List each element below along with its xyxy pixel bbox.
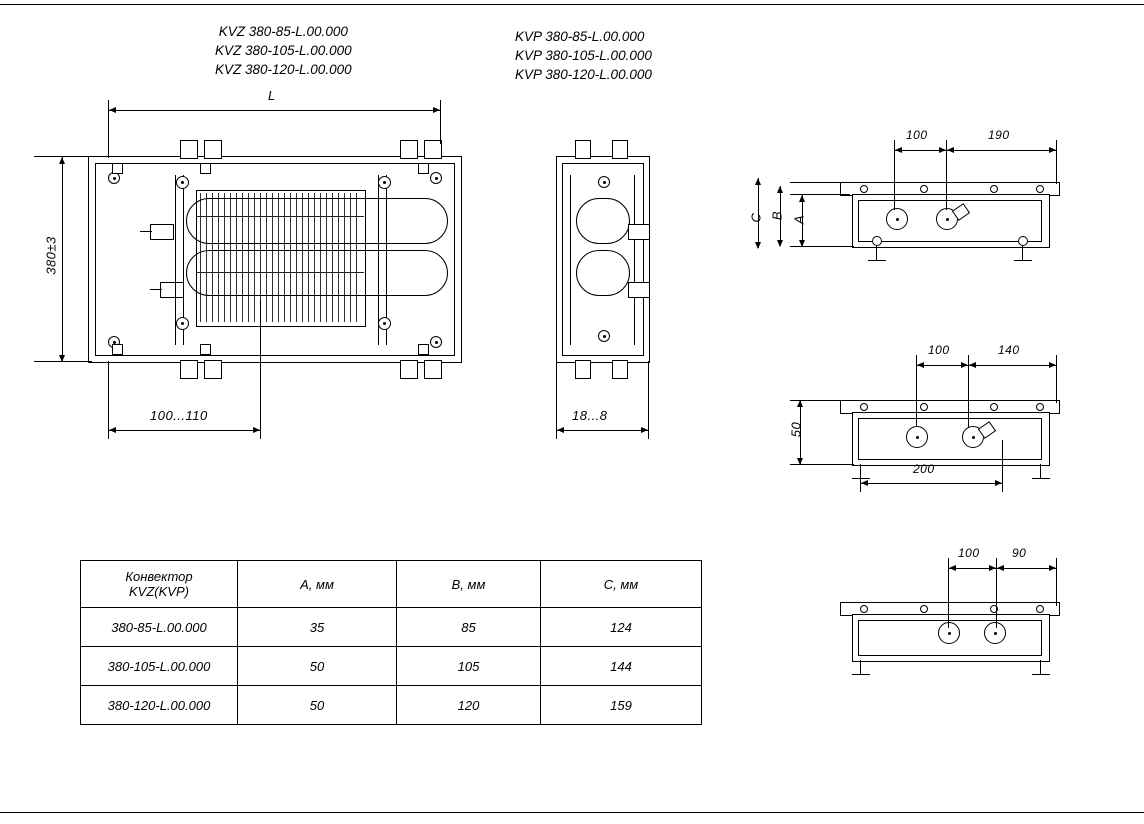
dim-label-190: 190: [988, 128, 1010, 142]
dim-label-A: A: [791, 214, 807, 225]
dim-line-100110: [108, 430, 260, 431]
valve-icon: [906, 426, 928, 448]
dim-label-B: B: [769, 210, 785, 221]
tube-center-lower: [196, 272, 364, 273]
cell-model: 380-105-L.00.000: [81, 647, 238, 686]
table-header-row: [81, 561, 702, 608]
mount-tab: [204, 140, 222, 159]
divider: [634, 175, 635, 345]
mount-tab: [575, 360, 591, 379]
screw-icon: [872, 236, 882, 246]
foot-mark: [200, 163, 211, 174]
dim-line-L: [108, 110, 440, 111]
inlet-fitting: [150, 224, 174, 240]
dim-label-380: 380±3: [43, 236, 59, 275]
dim-line-90: [996, 568, 1056, 569]
dim-line-190: [946, 150, 1056, 151]
arrow-icon: [1049, 362, 1056, 368]
ext-line: [860, 464, 861, 492]
ext-line: [1056, 558, 1057, 606]
screw-icon: [1018, 236, 1028, 246]
cell-model: 380-120-L.00.000: [81, 686, 238, 725]
title-kvz-line1: KVZ 380-85-L.00.000: [218, 24, 348, 39]
screw-icon: [1036, 185, 1044, 193]
dim-label-140: 140: [998, 343, 1020, 357]
table-row: [81, 647, 702, 686]
divider: [570, 175, 571, 345]
mount-tab: [612, 140, 628, 159]
screw-icon: [430, 336, 442, 348]
dim-label-100-s1: 100: [906, 128, 928, 142]
arrow-icon: [557, 427, 564, 433]
screw-icon: [598, 176, 610, 188]
ext-line: [1002, 440, 1003, 492]
cell-a: 50: [238, 686, 397, 725]
title-kvz-line3: KVZ 380-120-L.00.000: [215, 62, 352, 77]
cell-c: 159: [541, 686, 702, 725]
screw-icon: [176, 317, 189, 330]
outlet-stem: [150, 289, 162, 290]
title-kvp: [515, 27, 652, 84]
arrow-icon: [641, 427, 648, 433]
screw-icon: [378, 317, 391, 330]
sheet-border-top: [0, 4, 1144, 5]
leg-foot: [868, 260, 886, 261]
foot-mark: [200, 344, 211, 355]
arrow-icon: [59, 157, 65, 164]
leg: [1040, 464, 1041, 478]
title-kvp-line2: KVP 380-105-L.00.000: [515, 48, 652, 63]
title-kvp-line1: KVP 380-85-L.00.000: [515, 29, 645, 44]
tube-loop-upper: [576, 198, 630, 244]
ext-line: [260, 300, 261, 439]
arrow-icon: [433, 107, 440, 113]
valve-icon: [984, 622, 1006, 644]
cell-b: 105: [397, 647, 541, 686]
leg: [860, 660, 861, 674]
screw-icon: [1036, 403, 1044, 411]
table-row: [81, 686, 702, 725]
screw-icon: [920, 605, 928, 613]
arrow-icon: [947, 147, 954, 153]
arrow-icon: [109, 107, 116, 113]
table-row: [81, 608, 702, 647]
valve-icon: [886, 208, 908, 230]
arrow-icon: [995, 480, 1002, 486]
dim-label-90: 90: [1012, 546, 1027, 560]
screw-icon: [430, 172, 442, 184]
cell-model: 380-85-L.00.000: [81, 608, 238, 647]
cell-b: 120: [397, 686, 541, 725]
screw-icon: [920, 403, 928, 411]
leg-foot: [1032, 478, 1050, 479]
mount-tab: [180, 360, 198, 379]
screw-icon: [176, 176, 189, 189]
arrow-icon: [961, 362, 968, 368]
screw-icon: [860, 185, 868, 193]
arrow-icon: [917, 362, 924, 368]
foot-mark: [112, 163, 123, 174]
arrow-icon: [1049, 147, 1056, 153]
header-c: C, мм: [541, 561, 702, 608]
screw-icon: [1036, 605, 1044, 613]
inlet-stem: [140, 231, 152, 232]
arrow-icon: [109, 427, 116, 433]
title-kvz: [215, 22, 352, 79]
header-model: [81, 561, 238, 608]
leg-foot: [1014, 260, 1032, 261]
outlet-fitting: [628, 282, 650, 298]
dim-label-C: C: [748, 212, 764, 223]
screw-icon: [920, 185, 928, 193]
valve-icon: [938, 622, 960, 644]
mount-tab: [204, 360, 222, 379]
tube-loop-upper: [186, 198, 448, 244]
sheet-border-bottom: [0, 812, 1144, 813]
arrow-icon: [949, 565, 956, 571]
dim-label-50: 50: [788, 421, 804, 438]
cell-c: 144: [541, 647, 702, 686]
dim-line-140: [968, 365, 1056, 366]
inlet-fitting: [628, 224, 650, 240]
screw-icon: [378, 176, 391, 189]
leg-foot: [1032, 674, 1050, 675]
arrow-icon: [989, 565, 996, 571]
cell-b: 85: [397, 608, 541, 647]
cell-a: 50: [238, 647, 397, 686]
outlet-fitting: [160, 282, 184, 298]
dim-label-100-s3: 100: [958, 546, 980, 560]
arrow-icon: [939, 147, 946, 153]
housing-inner: [858, 418, 1042, 460]
ext-line: [1056, 355, 1057, 403]
dim-label-L: L: [268, 88, 276, 103]
title-kvz-line2: KVZ 380-105-L.00.000: [215, 43, 352, 58]
title-kvp-line3: KVP 380-120-L.00.000: [515, 67, 652, 82]
leg: [1040, 660, 1041, 674]
header-model-line2: KVZ(KVP): [129, 584, 189, 599]
dim-label-200: 200: [913, 462, 935, 476]
mount-tab: [575, 140, 591, 159]
ext-line: [1056, 140, 1057, 184]
arrow-icon: [895, 147, 902, 153]
dim-line-18-8: [556, 430, 648, 431]
mount-tab: [180, 140, 198, 159]
screw-icon: [990, 185, 998, 193]
arrow-icon: [969, 362, 976, 368]
foot-mark: [112, 344, 123, 355]
spec-table: [80, 560, 702, 725]
tube-center-upper: [196, 216, 364, 217]
screw-icon: [598, 330, 610, 342]
cell-c: 124: [541, 608, 702, 647]
screw-icon: [990, 403, 998, 411]
screw-icon: [860, 605, 868, 613]
ext-line: [440, 100, 441, 144]
screw-icon: [860, 403, 868, 411]
dim-label-100-s2: 100: [928, 343, 950, 357]
tube-loop-lower: [576, 250, 630, 296]
dim-line-200: [860, 483, 1002, 484]
leg: [1022, 246, 1023, 260]
arrow-icon: [755, 178, 761, 185]
leg-foot: [852, 674, 870, 675]
arrow-icon: [997, 565, 1004, 571]
mount-tab: [400, 360, 418, 379]
header-b: B, мм: [397, 561, 541, 608]
leg: [876, 246, 877, 260]
cell-a: 35: [238, 608, 397, 647]
arrow-icon: [59, 355, 65, 362]
mount-tab: [612, 360, 628, 379]
leg-foot: [852, 478, 870, 479]
arrow-icon: [1049, 565, 1056, 571]
ext-line: [648, 361, 649, 439]
tube-loop-lower: [186, 250, 448, 296]
dim-label-100110: 100...110: [150, 408, 208, 423]
header-model-line1: Конвектор: [125, 569, 193, 584]
dim-label-18-8: 18...8: [572, 408, 608, 423]
mount-tab: [424, 360, 442, 379]
mount-tab: [400, 140, 418, 159]
arrow-icon: [253, 427, 260, 433]
header-a: A, мм: [238, 561, 397, 608]
foot-mark: [418, 163, 429, 174]
dim-line-380: [62, 156, 63, 361]
arrow-icon: [861, 480, 868, 486]
ext-line: [790, 182, 842, 183]
foot-mark: [418, 344, 429, 355]
